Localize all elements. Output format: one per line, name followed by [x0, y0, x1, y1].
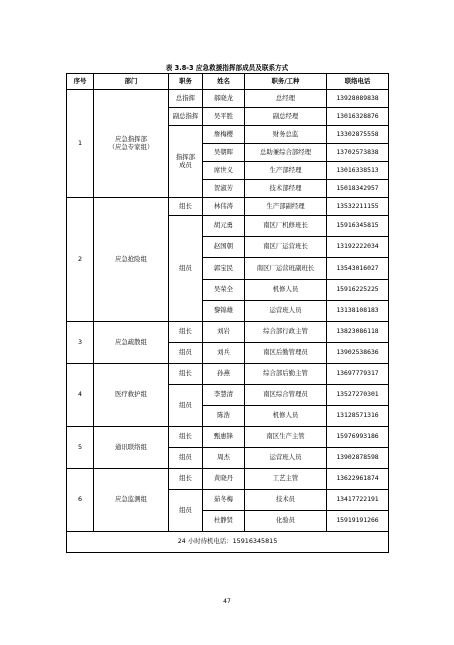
job-cell: 机修人员	[245, 280, 327, 301]
job-cell: 综合部后勤主管	[245, 364, 327, 385]
phone-cell: 15916225225	[327, 280, 389, 301]
group-number: 3	[67, 322, 94, 364]
phone-cell: 13928089838	[327, 90, 389, 108]
role-cell: 组长	[169, 322, 203, 343]
name-cell: 杜静贤	[203, 511, 245, 532]
page-number: 47	[223, 598, 231, 605]
job-cell: 生产部经理	[245, 162, 327, 180]
job-cell: 副总经理	[245, 108, 327, 126]
job-cell: 南区厂运营班长	[245, 237, 327, 258]
group-number: 1	[67, 90, 94, 198]
department-name: 医疗救护组	[94, 364, 169, 427]
name-cell: 刘兵	[203, 343, 245, 364]
job-cell: 总经理	[245, 90, 327, 108]
job-cell: 南区后勤管理员	[245, 343, 327, 364]
job-cell: 运营班人员	[245, 301, 327, 322]
name-cell: 陈浩	[203, 406, 245, 427]
name-cell: 周杰	[203, 448, 245, 469]
phone-cell: 13016328876	[327, 108, 389, 126]
job-cell: 运营班人员	[245, 448, 327, 469]
phone-cell: 13016338513	[327, 162, 389, 180]
table-row	[67, 198, 389, 216]
header-dept: 部门	[94, 74, 169, 90]
header-name: 姓名	[203, 74, 245, 90]
phone-cell: 15916345815	[327, 216, 389, 237]
role-cell: 指挥部成员	[169, 126, 203, 198]
name-cell: 林伟涛	[203, 198, 245, 216]
phone-cell: 13902538636	[327, 343, 389, 364]
role-cell: 组长	[169, 364, 203, 385]
role-cell: 总指挥	[169, 90, 203, 108]
role-cell: 组员	[169, 343, 203, 364]
department-name: 应急疏散组	[94, 322, 169, 364]
name-cell: 郭宝民	[203, 258, 245, 280]
department-subname: （应急专家组）	[108, 142, 154, 151]
role-cell: 组长	[169, 198, 203, 216]
job-cell: 南区厂机修班长	[245, 216, 327, 237]
phone-cell: 13417722191	[327, 490, 389, 511]
table-row	[67, 364, 389, 385]
name-cell: 甄惠锋	[203, 427, 245, 448]
name-cell: 詹梅樱	[203, 126, 245, 144]
job-cell: 综合部行政主管	[245, 322, 327, 343]
name-cell: 吴荣全	[203, 280, 245, 301]
contact-table	[66, 73, 389, 553]
phone-cell: 13902878598	[327, 448, 389, 469]
role-cell: 组员	[169, 216, 203, 322]
phone-cell: 15919191266	[327, 511, 389, 532]
group-number: 2	[67, 198, 94, 322]
department-name: 通讯联络组	[94, 427, 169, 469]
phone-cell: 13823086118	[327, 322, 389, 343]
role-cell: 副总指挥	[169, 108, 203, 126]
name-cell: 茹冬梅	[203, 490, 245, 511]
department-name: 应急指挥部	[115, 134, 147, 143]
name-cell: 黎锦雄	[203, 301, 245, 322]
group-number: 5	[67, 427, 94, 469]
name-cell: 席世义	[203, 162, 245, 180]
role-cell: 组员	[169, 490, 203, 532]
phone-cell: 13532211155	[327, 198, 389, 216]
table-row	[67, 322, 389, 343]
job-cell: 工艺主管	[245, 469, 327, 490]
table-title: 表 3.8-3 应急救援指挥部成员及联系方式	[165, 64, 289, 72]
phone-cell: 13702573838	[327, 144, 389, 162]
name-cell: 黄晓丹	[203, 469, 245, 490]
phone-cell: 13128571316	[327, 406, 389, 427]
job-cell: 生产部副经理	[245, 198, 327, 216]
name-cell: 孙燕	[203, 364, 245, 385]
name-cell: 李慧清	[203, 385, 245, 406]
name-cell: 郝晓龙	[203, 90, 245, 108]
hotline-text: 24 小时待机电话：15916345815	[67, 532, 389, 553]
role-cell: 组员	[169, 385, 203, 427]
table-row	[67, 427, 389, 448]
phone-cell: 13527270301	[327, 385, 389, 406]
footer-row	[67, 532, 389, 553]
phone-cell: 15018342957	[327, 180, 389, 198]
phone-cell: 13697779317	[327, 364, 389, 385]
job-cell: 财务总监	[245, 126, 327, 144]
role-cell: 组员	[169, 448, 203, 469]
job-cell: 技术部经理	[245, 180, 327, 198]
job-cell: 南区厂运营班副班长	[245, 258, 327, 280]
job-cell: 总助兼综合部经理	[245, 144, 327, 162]
phone-cell: 13302875558	[327, 126, 389, 144]
department-name: 应急监测组	[94, 469, 169, 532]
job-cell: 化验员	[245, 511, 327, 532]
name-cell: 刘岩	[203, 322, 245, 343]
phone-cell: 13543016027	[327, 258, 389, 280]
group-department	[94, 90, 169, 198]
phone-cell: 13138108183	[327, 301, 389, 322]
phone-cell: 13192222034	[327, 237, 389, 258]
name-cell: 赵国朝	[203, 237, 245, 258]
header-row	[67, 74, 389, 90]
header-role: 职务	[169, 74, 203, 90]
name-cell: 胡元勇	[203, 216, 245, 237]
role-cell: 组长	[169, 469, 203, 490]
table-row	[67, 90, 389, 108]
name-cell: 吴朝晖	[203, 144, 245, 162]
table-row	[67, 469, 389, 490]
group-number: 6	[67, 469, 94, 532]
role-cell: 组长	[169, 427, 203, 448]
header-phone: 联络电话	[327, 74, 389, 90]
phone-cell: 15976993186	[327, 427, 389, 448]
group-number: 4	[67, 364, 94, 427]
job-cell: 南区综合管理员	[245, 385, 327, 406]
header-no: 序号	[67, 74, 94, 90]
job-cell: 机修人员	[245, 406, 327, 427]
name-cell: 贺淑芳	[203, 180, 245, 198]
job-cell: 南区生产主管	[245, 427, 327, 448]
header-job: 职务/工种	[245, 74, 327, 90]
job-cell: 技术员	[245, 490, 327, 511]
phone-cell: 13622961874	[327, 469, 389, 490]
name-cell: 吴平胜	[203, 108, 245, 126]
department-name: 应急抢险组	[94, 198, 169, 322]
